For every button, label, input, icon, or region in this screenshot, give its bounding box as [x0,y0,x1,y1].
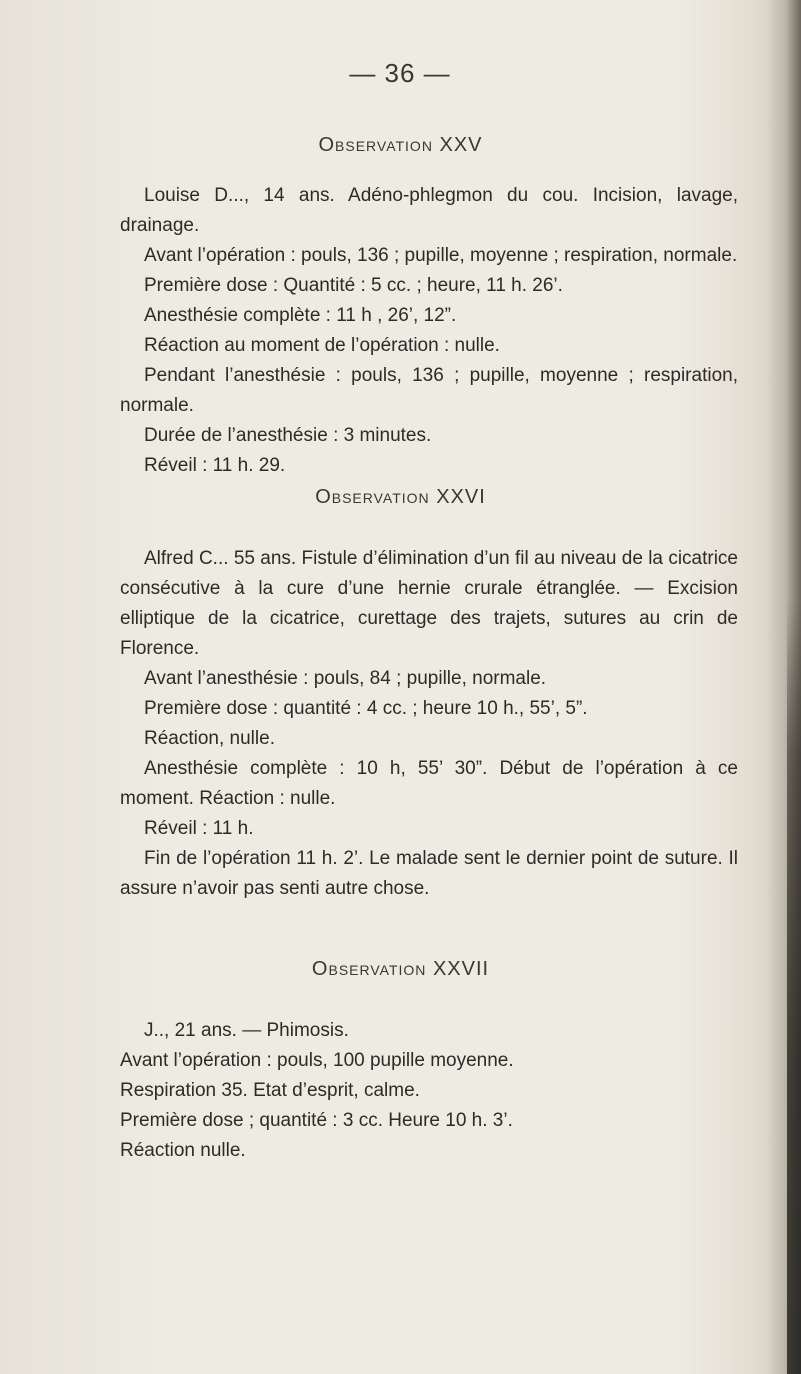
observation-title: Observation XXV [318,134,483,156]
paragraph: Avant l’opération : pouls, 100 pupille moyenne. [120,1050,514,1071]
binding-shadow [787,600,801,1374]
paragraph: Respiration 35. Etat d’esprit, calme. [120,1080,420,1101]
paragraph: Anesthésie complète : 10 h, 55’ 30”. Début de l’opération à ce moment. Réaction : nulle. [120,758,738,809]
paragraph: Durée de l’anesthésie : 3 minutes. [144,425,432,446]
paragraph: Première dose : Quantité : 5 cc. ; heure, 11 h. 26’. [144,275,563,296]
observation-body [120,544,738,904]
paragraph: Réaction, nulle. [144,728,275,749]
paragraph: Réveil : 11 h. [144,818,254,839]
observation-body [120,1016,738,1166]
paragraph: Réaction au moment de l’opération : nulle. [144,335,500,356]
paragraph: Louise D..., 14 ans. Adéno-phlegmon du cou. Incision, lavage, drainage. [120,185,738,236]
paragraph: Avant l’anesthésie : pouls, 84 ; pupille, normale. [144,668,547,689]
paragraph: Première dose : quantité : 4 cc. ; heure 10 h., 55’, 5”. [144,698,588,719]
observation-title: Observation XXVII [311,958,490,980]
observation-body [120,181,738,481]
paragraph: Anesthésie complète : 11 h , 26’, 12”. [144,305,457,326]
page-number: — 36 — [349,58,451,88]
paragraph: Pendant l’anesthésie : pouls, 136 ; pupille, moyenne ; respiration, normale. [120,365,738,416]
paragraph: Réaction nulle. [120,1140,246,1161]
paragraph: Fin de l’opération 11 h. 2’. Le malade sent le dernier point de suture. Il assure n’avoir pas senti autre chose. [120,848,738,899]
paragraph: Avant l’opération : pouls, 136 ; pupille, moyenne ; respiration, normale. [144,245,738,266]
paragraph: Première dose ; quantité : 3 cc. Heure 10 h. 3’. [120,1110,513,1131]
paragraph: J.., 21 ans. — Phimosis. [144,1020,349,1041]
observation-title: Observation XXVI [315,486,486,508]
paragraph: Réveil : 11 h. 29. [144,455,286,476]
paragraph: Alfred C... 55 ans. Fistule d’élimination d’un fil au niveau de la cicatrice consécutive à la cure d’une hernie crurale étranglée. — Excision elliptique de la cicatrice, curettage des trajets, sutures au crin de Florence. [120,548,738,659]
